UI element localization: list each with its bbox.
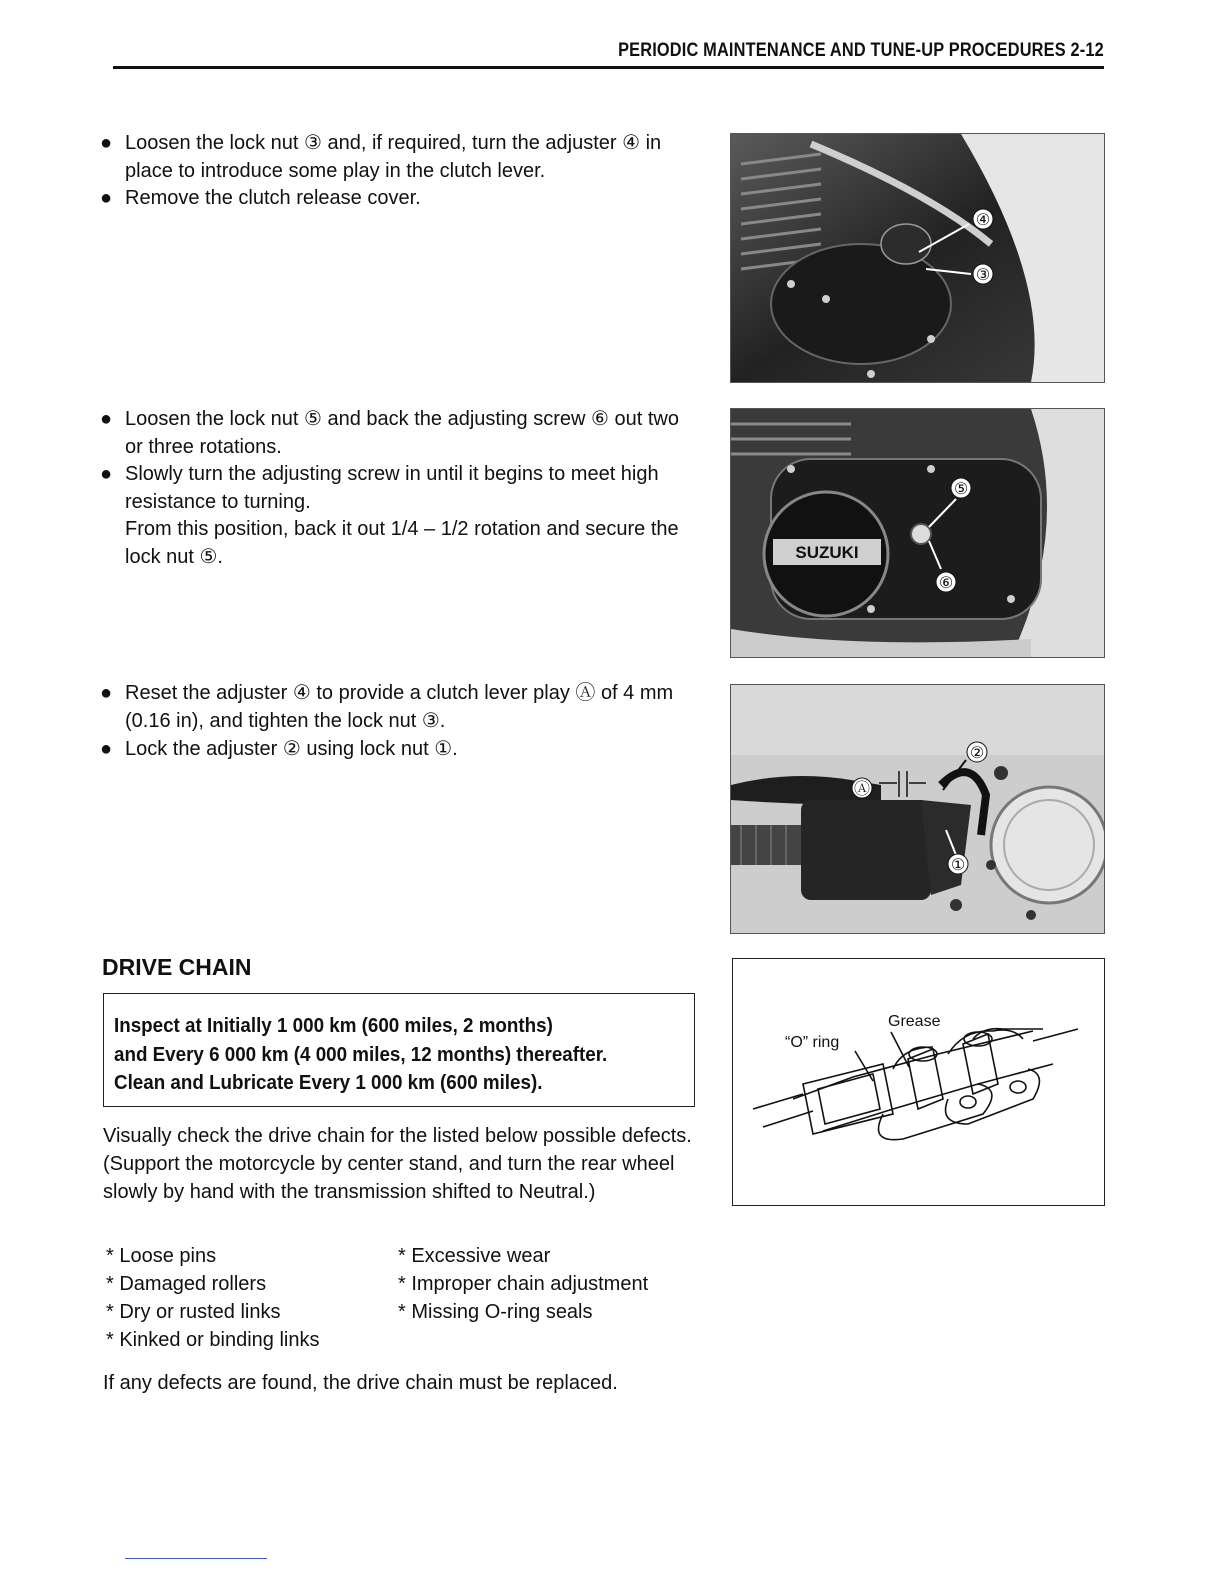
chain-diagram — [733, 959, 1103, 1204]
photo-clutch-release-screw — [730, 408, 1105, 658]
photo-clutch-cable-adjuster — [730, 133, 1105, 383]
inspect-line: Clean and Lubricate Every 1 000 km (600 miles). — [114, 1072, 543, 1094]
defect-item: * Damaged rollers — [106, 1273, 267, 1295]
section-2-text — [100, 406, 700, 571]
defects-column-2 — [398, 1242, 708, 1326]
bullet-item: ● Remove the clutch release cover. — [100, 187, 421, 209]
photo3-label-2: ② — [969, 743, 985, 762]
bullet-text: Remove the clutch release cover. — [125, 187, 421, 209]
defect-item: * Improper chain adjustment — [398, 1273, 649, 1295]
bullet-item: ● Reset the adjuster ④ to provide a clutch lever play Ⓐ of 4 mm (0.16 in), and tighten the lock nut ③. — [100, 682, 674, 732]
bullet-text: Reset the adjuster ④ to provide a clutch lever play Ⓐ of 4 mm (0.16 in), and tighten the lock nut ③. — [125, 682, 674, 732]
photo2-label-5: ⑤ — [953, 479, 969, 498]
inspect-line: and Every 6 000 km (4 000 miles, 12 months) thereafter. — [114, 1043, 608, 1066]
bullet-text: Loosen the lock nut ③ and, if required, turn the adjuster ④ in place to introduce some play in the clutch lever. — [125, 132, 662, 182]
bullet-item: ● Slowly turn the adjusting screw in until it begins to meet high resistance to turning. — [100, 463, 659, 513]
header-rule — [113, 66, 1104, 69]
page-header-title: PERIODIC MAINTENANCE AND TUNE-UP PROCEDURES 2-12 — [618, 40, 1104, 61]
bullet-text: Lock the adjuster ② using lock nut ①. — [125, 738, 458, 760]
inspect-line: Inspect at Initially 1 000 km (600 miles, 2 months) — [114, 1015, 553, 1037]
diagram-label-grease: Grease — [888, 1013, 941, 1030]
section-1-text — [100, 130, 700, 213]
continuation-text: From this position, back it out 1/4 – 1/2 rotation and secure the lock nut ⑤. — [125, 518, 679, 568]
drive-chain-conclusion: If any defects are found, the drive chain must be replaced. — [103, 1372, 618, 1394]
inspection-interval-box — [103, 993, 695, 1107]
defect-item: * Kinked or binding links — [106, 1329, 320, 1351]
photo1-label-4: ④ — [975, 210, 991, 229]
bullet-text: Slowly turn the adjusting screw in until it begins to meet high resistance to turning. — [125, 463, 659, 513]
photo1-label-3: ③ — [975, 265, 991, 284]
chain-diagram-box — [732, 958, 1105, 1206]
defect-item: * Excessive wear — [398, 1245, 551, 1267]
drive-chain-intro: Visually check the drive chain for the listed below possible defects. (Support the motorcycle by center stand, and turn the rear wheel slowly by hand with the transmission shifted to Neutral.) — [103, 1125, 692, 1203]
defect-item: * Loose pins — [106, 1245, 217, 1267]
section-3-text — [100, 679, 700, 763]
bullet-text: Loosen the lock nut ⑤ and back the adjusting screw ⑥ out two or three rotations. — [125, 408, 679, 458]
diagram-label-oring: “O” ring — [785, 1034, 840, 1051]
bullet-item: ● Loosen the lock nut ③ and, if required, turn the adjuster ④ in place to introduce some play in the clutch lever. — [100, 132, 662, 182]
defects-column-1 — [106, 1242, 396, 1354]
defect-item: * Missing O-ring seals — [398, 1301, 593, 1323]
section-heading-drive-chain: DRIVE CHAIN — [102, 954, 252, 980]
bullet-item: ● Loosen the lock nut ⑤ and back the adjusting screw ⑥ out two or three rotations. — [100, 408, 679, 458]
footer-rule — [125, 1558, 267, 1559]
photo3-label-1: ① — [950, 855, 966, 874]
photo2-brand: SUZUKI — [795, 543, 859, 562]
photo3-label-a: Ⓐ — [853, 779, 871, 798]
photo-clutch-lever — [730, 684, 1105, 934]
bullet-item: ● Lock the adjuster ② using lock nut ①. — [100, 738, 458, 760]
photo2-label-6: ⑥ — [938, 573, 954, 592]
defect-item: * Dry or rusted links — [106, 1301, 281, 1323]
